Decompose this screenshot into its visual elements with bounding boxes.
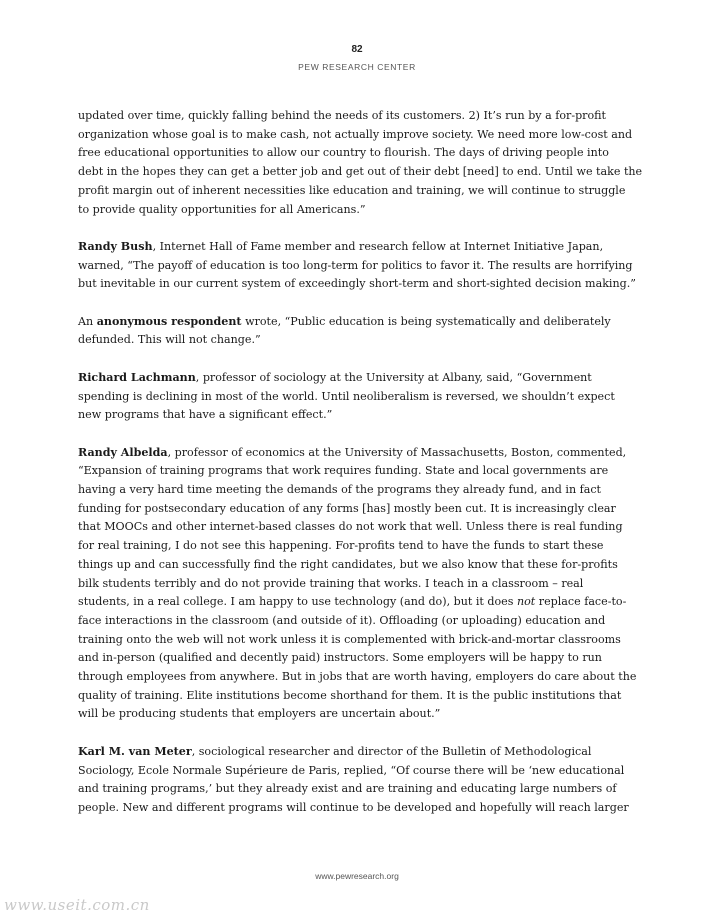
text-line: spending is declining in most of the world. Until neoliberalism is reversed, we shouldn’t expect [78, 389, 615, 403]
text-line: , professor of sociology at the University at Albany, said, “Government [195, 370, 592, 384]
text-line: for real training, I do not see this happening. For-profits tend to have the funds to start these [78, 539, 604, 553]
text-line: and training programs,’ but they already exist and are training and educating large numbers of [78, 782, 617, 796]
organization-header: PEW RESEARCH CENTER [298, 62, 416, 72]
text-line: organization whose goal is to make cash, not actually improve society. We need more low-cost and [78, 127, 633, 141]
text-line: wrote, “Public education is being systematically and deliberately [241, 314, 611, 328]
text-line: face interactions in the classroom (and outside of it). Offloading (or uploading) education and [78, 613, 606, 627]
respondent-name: Randy Bush [78, 239, 153, 253]
text-line: updated over time, quickly falling behind the needs of its customers. 2) It’s run by a for-profit [78, 109, 607, 122]
text-line: “Expansion of training programs that work requires funding. State and local governments are [78, 464, 609, 478]
text-line: quality of training. Elite institutions become shorthand for them. It is the public institutions that [78, 688, 622, 702]
respondent-name: Karl M. van Meter [78, 744, 192, 758]
text-line: but inevitable in our current system of exceedingly short-term and short-sighted decision making.” [78, 277, 636, 291]
text-line: free educational opportunities to allow our country to flourish. The days of driving people into [78, 146, 609, 160]
quote-paragraph [78, 369, 650, 425]
respondent-name: Richard Lachmann [78, 370, 196, 384]
text-line: defunded. This will not change.” [78, 333, 261, 347]
quote-paragraph [78, 743, 650, 818]
text-line: Sociology, Ecole Normale Supérieure de Paris, replied, “Of course there will be ‘new educational [78, 763, 625, 777]
text-line: having a very hard time meeting the demands of the programs they already fund, and in fact [78, 483, 602, 496]
text-line: through employees from anywhere. But in jobs that are worth having, employers do care about the [78, 670, 637, 684]
text-line: debt in the hopes they can get a better job and get out of their debt [need] to end. Until we take the [78, 165, 643, 179]
text-line: things up and can successfully find the right candidates, but we also know that these for-profits [78, 557, 618, 571]
body-text [78, 107, 650, 836]
text-line: funding for postsecondary education of any forms [has] mostly been cut. It is increasingly clear [78, 501, 616, 515]
text-line: training onto the web will not work unless it is complemented with brick-and-mortar classrooms [78, 632, 621, 646]
page-number: 82 [351, 44, 363, 55]
text-prefix: An [78, 314, 97, 328]
text-line: warned, “The payoff of education is too long-term for politics to favor it. The results are horrifying [78, 258, 633, 272]
respondent-name: anonymous respondent [96, 314, 242, 328]
text-line: people. New and different programs will continue to be developed and hopefully will reach larger [78, 800, 629, 814]
text-line: to provide quality opportunities for all Americans.” [78, 202, 366, 216]
text-line: and in-person (qualified and decently paid) instructors. Some employers will be happy to run [78, 651, 602, 665]
watermark: www.useit.com.cn [4, 896, 150, 914]
paragraph-continuation [78, 107, 650, 219]
footer-url: www.pewresearch.org [315, 871, 399, 881]
text-line: students, in a real college. I am happy to use technology (and do), but it does not replace face-to- [78, 595, 627, 609]
text-line: new programs that have a significant effect.” [78, 408, 333, 422]
text-line: that MOOCs and other internet-based classes do not work that well. Unless there is real funding [78, 520, 623, 534]
text-line: will be producing students that employers are uncertain about.” [78, 707, 441, 721]
text-line: bilk students terribly and do not provide training that works. I teach in a classroom – real [78, 576, 584, 590]
text-line: , Internet Hall of Fame member and research fellow at Internet Initiative Japan, [152, 239, 604, 253]
quote-paragraph [78, 444, 650, 725]
quote-paragraph [78, 313, 650, 350]
text-line: profit margin out of inherent necessities like education and training, we will continue to struggle [78, 183, 626, 197]
text-line: , sociological researcher and director of the Bulletin of Methodological [191, 744, 592, 758]
text-line: , professor of economics at the University of Massachusetts, Boston, commented, [167, 445, 627, 459]
quote-paragraph [78, 238, 650, 294]
respondent-name: Randy Albelda [78, 445, 168, 459]
emphasis: not [516, 595, 536, 609]
